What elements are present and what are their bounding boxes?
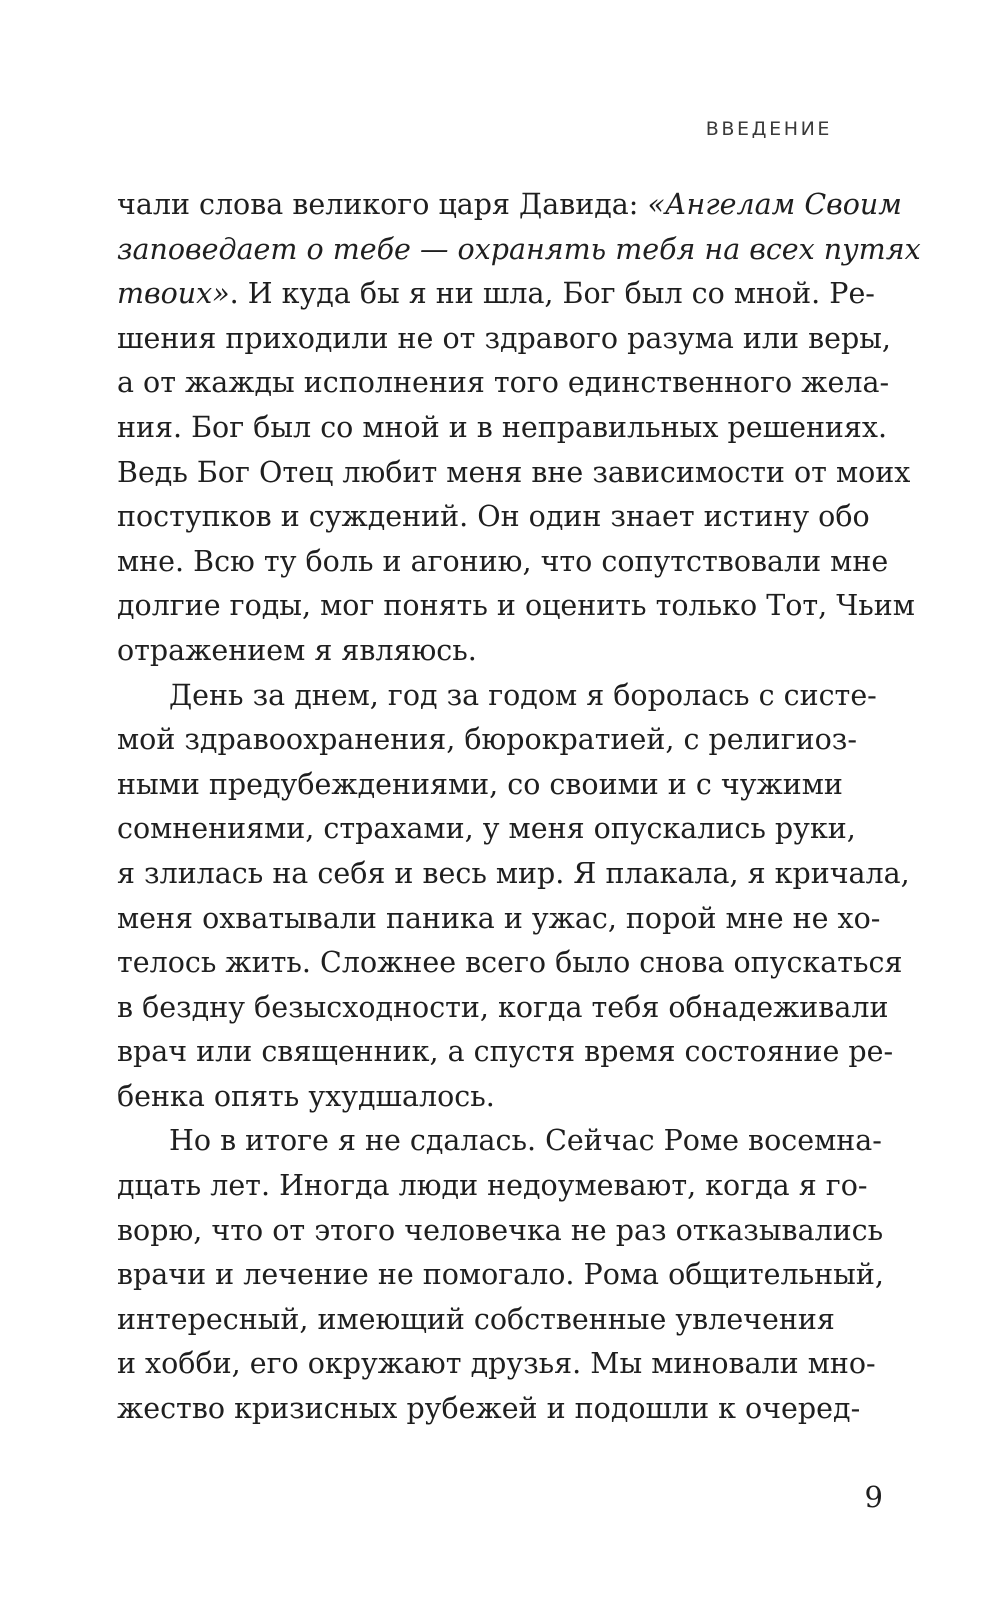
text-line: чали слова великого царя Давида: «Ангелам Своим <box>117 188 902 221</box>
text-line: врачи и лечение не помогало. Рома общительный, <box>117 1258 884 1292</box>
text-line: ными предубеждениями, со своими и с чужими <box>117 767 843 801</box>
page-number: 9 <box>864 1480 883 1514</box>
text-line: поступков и суждений. Он один знает истину обо <box>117 500 870 534</box>
text-line: заповедает о тебе — охранять тебя на всех путях <box>117 232 921 266</box>
paragraph-2 <box>117 674 910 1120</box>
text-line: жество кризисных рубежей и подошли к очеред- <box>117 1392 861 1426</box>
text-line: мне. Всю ту боль и агонию, что сопутствовали мне <box>117 544 889 578</box>
text-line: День за днем, год за годом я боролась с систе- <box>169 678 877 712</box>
text-line: сомнениями, страхами, у меня опускались руки, <box>117 812 856 846</box>
text-line: ворю, что от этого человечка не раз отказывались <box>117 1213 884 1247</box>
text-line: меня охватывали паника и ужас, порой мне не хо- <box>117 901 881 935</box>
paragraph-3 <box>117 1119 884 1431</box>
text-line: твоих». И куда бы я ни шла, Бог был со мной. Ре- <box>117 277 875 311</box>
text-line: ния. Бог был со мной и в неправильных решениях. <box>117 410 888 444</box>
text-line: Но в итоге я не сдалась. Сейчас Роме восемна- <box>169 1124 882 1158</box>
text-line: бенка опять ухудшалось. <box>117 1079 495 1113</box>
text-line: отражением я являюсь. <box>117 633 477 667</box>
text-line: дцать лет. Иногда люди недоумевают, когда я го- <box>117 1169 868 1203</box>
text-line: в бездну безысходности, когда тебя обнадеживали <box>117 990 889 1024</box>
text-line: интересный, имеющий собственные увлечения <box>117 1302 835 1336</box>
running-header: ВВЕДЕНИЕ <box>705 118 832 140</box>
body-text <box>117 183 921 1432</box>
paragraph-1 <box>117 183 921 674</box>
text-line: долгие годы, мог понять и оценить только Тот, Чьим <box>117 589 915 623</box>
text-line: мой здравоохранения, бюрократией, с религиоз- <box>117 723 857 757</box>
text-line: Ведь Бог Отец любит меня вне зависимости от моих <box>117 455 911 489</box>
text-line: врач или священник, а спустя время состояние ре- <box>117 1035 894 1069</box>
text-line: телось жить. Сложнее всего было снова опускаться <box>117 946 903 980</box>
text-line: я злилась на себя и весь мир. Я плакала, я кричала, <box>117 856 910 890</box>
text-line: и хобби, его окружают друзья. Мы миновали мно- <box>117 1347 876 1381</box>
text-line: шения приходили не от здравого разума или веры, <box>117 321 891 355</box>
text-line: а от жажды исполнения того единственного жела- <box>117 366 890 400</box>
